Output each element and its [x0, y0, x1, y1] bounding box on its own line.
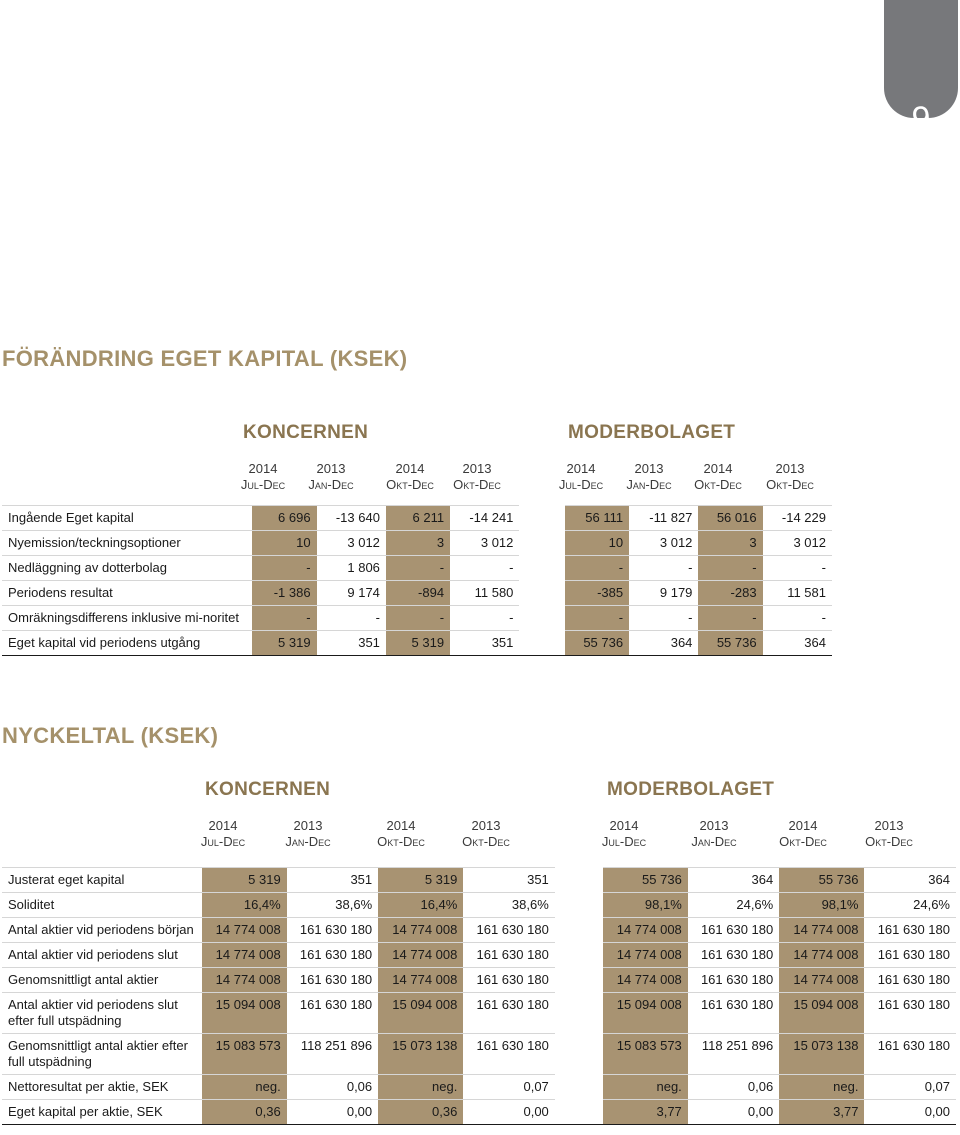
table-cell: 0,00: [287, 1100, 378, 1125]
table-cell: -283: [698, 581, 762, 606]
table-cell: 56 016: [698, 506, 762, 531]
table-cell: 38,6%: [287, 893, 378, 918]
table-cell: 55 736: [565, 631, 629, 656]
column-gap: [555, 1034, 603, 1075]
column-header: [664, 818, 764, 850]
table-cell: 3 012: [450, 531, 519, 556]
column-header: [436, 818, 536, 850]
row-label: Nedläggning av dotterbolag: [2, 556, 252, 581]
table-cell: -: [629, 556, 698, 581]
table-cell: -: [763, 556, 832, 581]
table-cell: 24,6%: [688, 893, 779, 918]
table-cell: 161 630 180: [287, 918, 378, 943]
table-cell: 161 630 180: [463, 918, 554, 943]
row-label: Eget kapital vid periodens utgång: [2, 631, 252, 656]
table-cell: 14 774 008: [378, 968, 463, 993]
column-gap: [555, 868, 603, 893]
column-header-year: 2014: [208, 818, 238, 833]
table-cell: 3 012: [763, 531, 832, 556]
table-cell: -: [317, 606, 386, 631]
table-cell: 0,00: [688, 1100, 779, 1125]
table-cell: -: [252, 556, 316, 581]
table-cell: 3 012: [629, 531, 698, 556]
table-cell: 14 774 008: [603, 943, 688, 968]
row-label: Nyemission/teckningsoptioner: [2, 531, 252, 556]
table-cell: 0,06: [287, 1075, 378, 1100]
table-cell: 98,1%: [603, 893, 688, 918]
table-cell: -: [698, 556, 762, 581]
row-label: Periodens resultat: [2, 581, 252, 606]
table-cell: 6 696: [252, 506, 316, 531]
table-row: [2, 918, 956, 943]
column-header-year: 2013: [874, 818, 904, 833]
row-label: Antal aktier vid periodens början: [2, 918, 202, 943]
table-cell: 15 083 573: [603, 1034, 688, 1075]
table-cell: 0,00: [864, 1100, 956, 1125]
table-cell: 161 630 180: [688, 968, 779, 993]
column-header-period: Okt-Dec: [865, 834, 913, 849]
page-number-tab: [884, 0, 958, 138]
row-label: Antal aktier vid periodens slut: [2, 943, 202, 968]
table-cell: 118 251 896: [287, 1034, 378, 1075]
table-cell: 15 094 008: [378, 993, 463, 1034]
table-cell: 364: [629, 631, 698, 656]
table-cell: 364: [763, 631, 832, 656]
table-cell: 14 774 008: [378, 918, 463, 943]
column-header-period: Okt-Dec: [462, 834, 510, 849]
table-cell: -13 640: [317, 506, 386, 531]
table-cell: 351: [317, 631, 386, 656]
table-cell: 55 736: [698, 631, 762, 656]
table-cell: 161 630 180: [688, 918, 779, 943]
column-header-period: Jul-Dec: [601, 834, 647, 849]
row-label: Eget kapital per aktie, SEK: [2, 1100, 202, 1125]
table-cell: -: [629, 606, 698, 631]
ratios-group-koncernen: KONCERNEN: [205, 779, 331, 800]
table-cell: 14 774 008: [202, 943, 287, 968]
table-cell: neg.: [202, 1075, 287, 1100]
table-cell: 0,36: [202, 1100, 287, 1125]
table-cell: 0,07: [463, 1075, 554, 1100]
table-cell: 351: [450, 631, 519, 656]
column-header-year: 2013: [699, 818, 729, 833]
table-cell: 55 736: [603, 868, 688, 893]
table-cell: -: [252, 606, 316, 631]
row-label: Genomsnittligt antal aktier: [2, 968, 202, 993]
table-cell: 6 211: [386, 506, 450, 531]
column-header-year: 2014: [386, 818, 416, 833]
table-cell: 15 073 138: [378, 1034, 463, 1075]
row-label: Soliditet: [2, 893, 202, 918]
column-header-period: Jan-Dec: [691, 834, 737, 849]
table-row: [2, 1100, 956, 1125]
table-cell: 5 319: [378, 868, 463, 893]
row-label: Ingående Eget kapital: [2, 506, 252, 531]
table-row: [2, 631, 832, 656]
column-gap: [519, 556, 565, 581]
table-row: [2, 1075, 956, 1100]
column-header-year: 2014: [395, 461, 425, 476]
table-cell: 14 774 008: [603, 968, 688, 993]
table-cell: 24,6%: [864, 893, 956, 918]
column-header-year: 2014: [248, 461, 278, 476]
equity-group-koncernen: KONCERNEN: [243, 422, 369, 443]
table-cell: neg.: [378, 1075, 463, 1100]
table-cell: 161 630 180: [864, 1034, 956, 1075]
table-cell: 38,6%: [463, 893, 554, 918]
table-cell: 161 630 180: [287, 943, 378, 968]
table-cell: 161 630 180: [463, 968, 554, 993]
table-cell: 5 319: [252, 631, 316, 656]
equity-table: [2, 505, 832, 656]
column-gap: [555, 943, 603, 968]
table-row: [2, 943, 956, 968]
table-cell: -: [565, 556, 629, 581]
column-gap: [555, 893, 603, 918]
ratios-section-title: NYCKELTAL (KSEK): [2, 723, 219, 748]
column-header-year: 2014: [609, 818, 639, 833]
column-header-year: 2014: [788, 818, 818, 833]
column-gap: [519, 581, 565, 606]
row-label: Genomsnittligt antal aktier efter full utspädning: [2, 1034, 202, 1075]
column-gap: [555, 968, 603, 993]
table-cell: 14 774 008: [378, 943, 463, 968]
column-header-period: Okt-Dec: [377, 834, 425, 849]
table-cell: -11 827: [629, 506, 698, 531]
table-cell: 16,4%: [378, 893, 463, 918]
column-header-period: Jan-Dec: [308, 477, 354, 492]
table-cell: 0,00: [463, 1100, 554, 1125]
column-header-period: Okt-Dec: [766, 477, 814, 492]
column-header-year: 2013: [293, 818, 323, 833]
column-header-period: Jan-Dec: [626, 477, 672, 492]
table-cell: -385: [565, 581, 629, 606]
column-header: [427, 461, 527, 493]
column-gap: [555, 1100, 603, 1125]
table-cell: 14 774 008: [202, 968, 287, 993]
column-gap: [555, 1075, 603, 1100]
table-cell: 161 630 180: [463, 993, 554, 1034]
table-row: [2, 581, 832, 606]
table-cell: 5 319: [386, 631, 450, 656]
table-cell: 10: [565, 531, 629, 556]
table-cell: 161 630 180: [864, 943, 956, 968]
table-cell: 0,07: [864, 1075, 956, 1100]
column-header-year: 2014: [703, 461, 733, 476]
column-header: [839, 818, 939, 850]
column-header-year: 2013: [462, 461, 492, 476]
table-cell: 351: [287, 868, 378, 893]
column-header-period: Okt-Dec: [694, 477, 742, 492]
column-header: [740, 461, 840, 493]
table-cell: 15 094 008: [603, 993, 688, 1034]
column-gap: [519, 506, 565, 531]
table-cell: 364: [688, 868, 779, 893]
column-header-year: 2013: [775, 461, 805, 476]
table-cell: 15 083 573: [202, 1034, 287, 1075]
table-cell: 15 094 008: [779, 993, 864, 1034]
table-cell: 14 774 008: [779, 918, 864, 943]
column-header-period: Jul-Dec: [558, 477, 604, 492]
table-cell: 56 111: [565, 506, 629, 531]
table-cell: 14 774 008: [779, 943, 864, 968]
table-cell: 0,36: [378, 1100, 463, 1125]
table-cell: 98,1%: [779, 893, 864, 918]
table-cell: 161 630 180: [864, 918, 956, 943]
table-cell: 161 630 180: [463, 943, 554, 968]
table-cell: 11 581: [763, 581, 832, 606]
row-label: Nettoresultat per aktie, SEK: [2, 1075, 202, 1100]
table-cell: -14 229: [763, 506, 832, 531]
table-cell: 3: [386, 531, 450, 556]
table-cell: 0,06: [688, 1075, 779, 1100]
table-row: [2, 506, 832, 531]
table-cell: -: [565, 606, 629, 631]
table-cell: 161 630 180: [688, 993, 779, 1034]
table-row: [2, 1034, 956, 1075]
row-label: Omräkningsdifferens inklusive mi-noritet: [2, 606, 252, 631]
column-header-year: 2014: [566, 461, 596, 476]
column-header-period: Okt-Dec: [779, 834, 827, 849]
column-gap: [519, 606, 565, 631]
column-header-period: Okt-Dec: [453, 477, 501, 492]
table-cell: 11 580: [450, 581, 519, 606]
table-cell: 14 774 008: [202, 918, 287, 943]
table-row: [2, 968, 956, 993]
equity-group-moderbolaget: MODERBOLAGET: [568, 422, 736, 443]
column-header-period: Jan-Dec: [285, 834, 331, 849]
table-cell: -14 241: [450, 506, 519, 531]
table-cell: 9 174: [317, 581, 386, 606]
table-row: [2, 993, 956, 1034]
table-cell: 3: [698, 531, 762, 556]
table-cell: 161 630 180: [463, 1034, 554, 1075]
table-cell: -: [386, 556, 450, 581]
page-number: 9: [911, 99, 931, 138]
table-cell: -894: [386, 581, 450, 606]
table-cell: 9 179: [629, 581, 698, 606]
table-row: [2, 606, 832, 631]
table-cell: 364: [864, 868, 956, 893]
table-cell: 14 774 008: [603, 918, 688, 943]
table-cell: -: [450, 606, 519, 631]
table-cell: 1 806: [317, 556, 386, 581]
table-cell: 3,77: [603, 1100, 688, 1125]
column-header-period: Jul-Dec: [200, 834, 246, 849]
table-row: [2, 893, 956, 918]
table-cell: 3 012: [317, 531, 386, 556]
column-header-year: 2013: [634, 461, 664, 476]
table-cell: 10: [252, 531, 316, 556]
column-header-period: Jul-Dec: [240, 477, 286, 492]
table-cell: 16,4%: [202, 893, 287, 918]
table-row: [2, 868, 956, 893]
column-header-year: 2013: [316, 461, 346, 476]
table-cell: neg.: [779, 1075, 864, 1100]
table-cell: 3,77: [779, 1100, 864, 1125]
column-gap: [555, 918, 603, 943]
table-cell: -: [698, 606, 762, 631]
row-label: Antal aktier vid periodens slut efter full utspädning: [2, 993, 202, 1034]
column-header-period: Okt-Dec: [386, 477, 434, 492]
table-row: [2, 531, 832, 556]
table-cell: 15 094 008: [202, 993, 287, 1034]
table-cell: -1 386: [252, 581, 316, 606]
column-gap: [519, 531, 565, 556]
ratios-group-moderbolaget: MODERBOLAGET: [607, 779, 775, 800]
column-header: [258, 818, 358, 850]
table-cell: -: [450, 556, 519, 581]
table-cell: 118 251 896: [688, 1034, 779, 1075]
table-cell: -: [386, 606, 450, 631]
table-row: [2, 556, 832, 581]
table-cell: 351: [463, 868, 554, 893]
column-gap: [519, 631, 565, 656]
table-cell: -: [763, 606, 832, 631]
row-label: Justerat eget kapital: [2, 868, 202, 893]
table-cell: neg.: [603, 1075, 688, 1100]
column-header-year: 2013: [471, 818, 501, 833]
table-cell: 161 630 180: [287, 968, 378, 993]
table-cell: 55 736: [779, 868, 864, 893]
table-cell: 161 630 180: [864, 968, 956, 993]
table-cell: 5 319: [202, 868, 287, 893]
table-cell: 14 774 008: [779, 968, 864, 993]
table-cell: 161 630 180: [287, 993, 378, 1034]
table-cell: 15 073 138: [779, 1034, 864, 1075]
column-header: [753, 818, 853, 850]
table-cell: 161 630 180: [864, 993, 956, 1034]
table-cell: 161 630 180: [688, 943, 779, 968]
column-header: [574, 818, 674, 850]
equity-section-title: FÖRÄNDRING EGET KAPITAL (KSEK): [2, 346, 408, 371]
ratios-table: [2, 867, 956, 1125]
column-gap: [555, 993, 603, 1034]
